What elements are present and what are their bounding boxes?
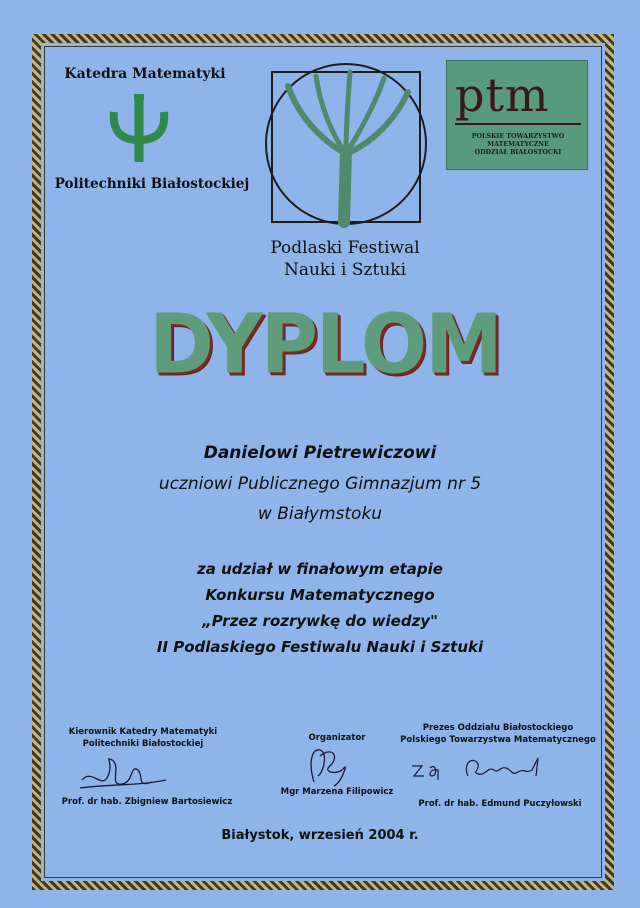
ptm-text-line3: ODDZIAŁ BIAŁOSTOCKI: [474, 149, 562, 156]
right-title-line2: Polskiego Towarzystwa Matematycznego: [400, 735, 596, 745]
recipient-city: w Białymstoku: [257, 504, 383, 524]
place-and-date: Białystok, wrzesień 2004 r.: [221, 828, 419, 843]
festival-name-line1: Podlaski Festiwal: [270, 238, 420, 258]
ptm-logo: [446, 60, 588, 170]
left-signature-icon: [78, 750, 168, 794]
middle-signature-icon: [298, 742, 358, 790]
reason-line3: „Przez rozrywkę do wiedzy": [202, 612, 438, 630]
ptm-text-line1: POLSKIE TOWARZYSTWO: [471, 133, 565, 140]
festival-tree-logo: [258, 58, 434, 236]
diploma-title: DYPLOM: [149, 297, 501, 393]
middle-signatory-name: Mgr Marzena Filipowicz: [280, 787, 394, 797]
ptm-letters: ptm: [455, 68, 550, 122]
middle-signatory-title: Organizator: [308, 733, 366, 743]
recipient-name: Danielowi Pietrewiczowi: [203, 443, 437, 463]
left-signatory-name: Prof. dr hab. Zbigniew Bartosiewicz: [61, 797, 233, 807]
right-title-line1: Prezes Oddziału Białostockiego: [422, 723, 574, 733]
left-title-line2: Politechniki Białostockiej: [82, 739, 204, 749]
katedra-title: Katedra Matematyki: [64, 66, 226, 82]
left-signatory-title: [58, 726, 228, 750]
reason-line1: za udział w finałowym etapie: [197, 560, 443, 578]
ptm-rule: [455, 123, 581, 125]
reason-line4: II Podlaskiego Festiwalu Nauki i Sztuki: [156, 638, 484, 656]
right-signatory-title: [398, 722, 598, 746]
left-title-line1: Kierownik Katedry Matematyki: [68, 727, 218, 737]
recipient-school: uczniowi Publicznego Gimnazjum nr 5: [158, 474, 482, 494]
reason-line2: Konkursu Matematycznego: [205, 586, 435, 604]
katedra-institution: Politechniki Białostockiej: [54, 176, 250, 192]
ptm-text-line2: MATEMATYCZNE: [487, 141, 549, 148]
phi-logo-icon: [104, 92, 174, 164]
festival-name-line2: Nauki i Sztuki: [283, 260, 407, 280]
right-signatory-name: Prof. dr hab. Edmund Puczyłowski: [418, 799, 582, 809]
right-signature-icon: [408, 752, 548, 782]
ptm-organization-text: [453, 133, 583, 157]
